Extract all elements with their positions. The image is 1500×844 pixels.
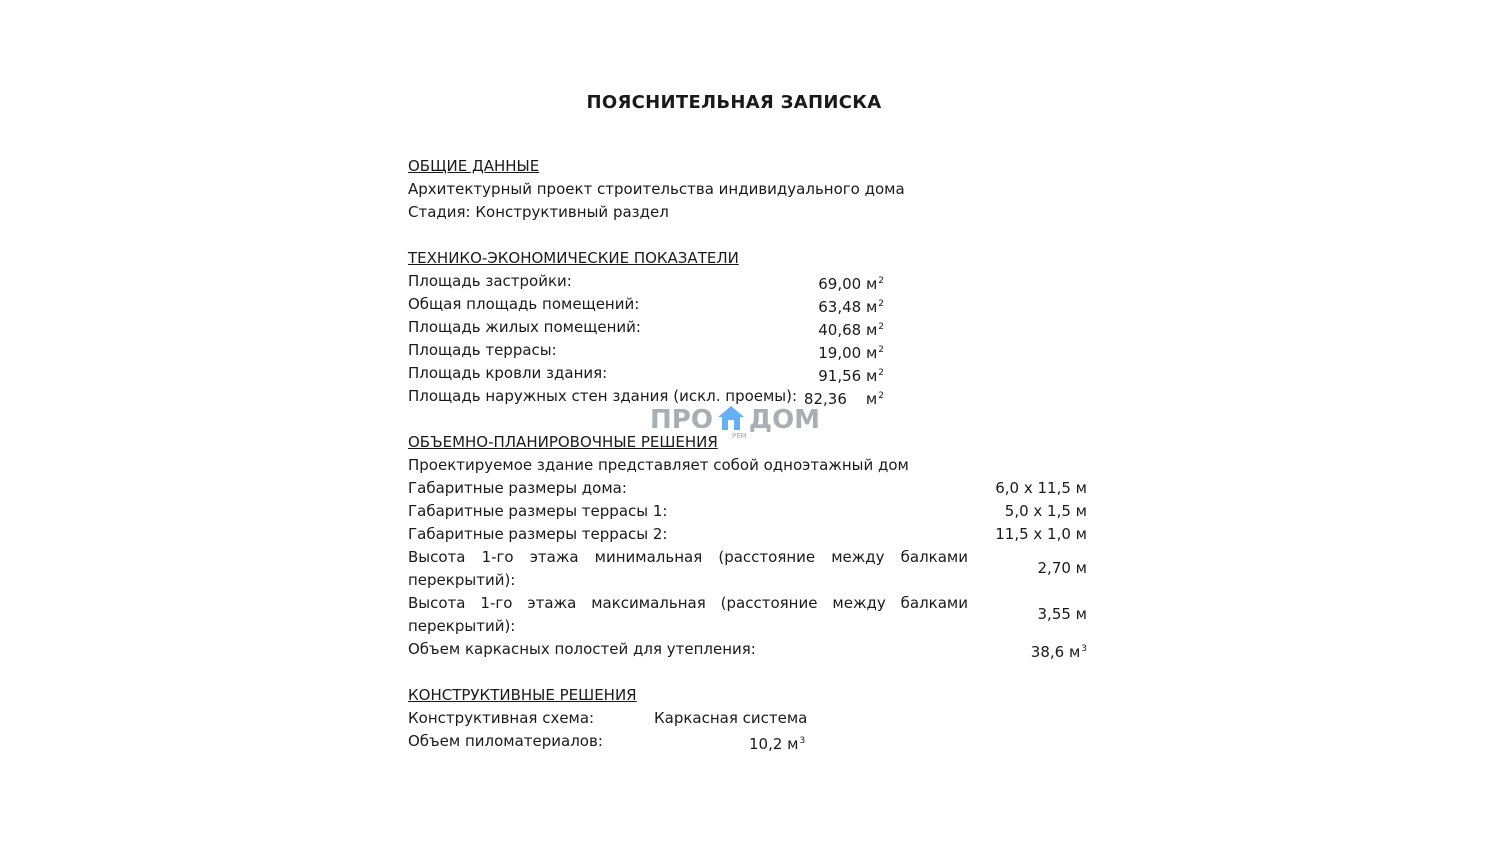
indicator-value: 91,56 $м^2$ [818, 367, 884, 385]
planning-row [408, 500, 1087, 523]
planning-row [408, 523, 1087, 546]
indicator-value: 82,36 $м^2$ [803, 390, 884, 408]
scheme-value: Каркасная система [654, 709, 808, 727]
planning-value: 5,0 х 1,5 м [1004, 502, 1087, 520]
indicators-heading: ТЕХНИКО-ЭКОНОМИЧЕСКИЕ ПОКАЗАТЕЛИ [408, 249, 739, 267]
lumber-label: Объем пиломатериалов: [408, 732, 603, 750]
indicator-label: Общая площадь помещений: [408, 295, 640, 313]
planning-label: Габаритные размеры террасы 1: [408, 502, 668, 520]
indicator-label: Площадь наружных стен здания (искл. проемы): [408, 387, 798, 405]
house-icon [717, 404, 745, 432]
indicator-value: 40,68 $м^2$ [818, 321, 884, 339]
indicator-row [408, 293, 884, 316]
watermark-right-text: ДОМ [748, 405, 821, 435]
watermark-left-text: ПРО [650, 405, 713, 435]
planning-label: Высота 1-го этажа минимальная (расстояние между балками перекрытий): [408, 548, 968, 589]
planning-intro: Проектируемое здание представляет собой одноэтажный дом [408, 456, 909, 474]
planning-section [408, 431, 1087, 661]
planning-value: 38,6 $м^3$ [1030, 643, 1087, 661]
general-line-stage: Стадия: Конструктивный раздел [408, 203, 669, 221]
planning-value: 3,55 м [1037, 605, 1087, 623]
planning-heading: ОБЪЕМНО-ПЛАНИРОВОЧНЫЕ РЕШЕНИЯ [408, 433, 718, 451]
indicators-section [408, 247, 884, 408]
planning-label: Габаритные размеры террасы 2: [408, 525, 668, 543]
indicator-value: 69,00 $м^2$ [818, 275, 884, 293]
indicator-row [408, 362, 884, 385]
planning-value: 6,0 х 11,5 м [995, 479, 1087, 497]
document-title: ПОЯСНИТЕЛЬНАЯ ЗАПИСКА [586, 92, 882, 113]
structural-section [408, 684, 808, 753]
indicator-label: Площадь жилых помещений: [408, 318, 641, 336]
planning-label: Высота 1-го этажа максимальная (расстояние между балками перекрытий): [408, 594, 968, 635]
planning-row [408, 546, 1087, 592]
general-line-project: Архитектурный проект строительства индивидуального дома [408, 180, 905, 198]
planning-row [408, 592, 1087, 638]
indicator-label: Площадь кровли здания: [408, 364, 608, 382]
planning-value: 11,5 х 1,0 м [995, 525, 1087, 543]
structural-row-lumber [408, 730, 806, 753]
general-heading: ОБЩИЕ ДАННЫЕ [408, 157, 540, 175]
indicator-label: Площадь застройки: [408, 272, 572, 290]
indicator-value: 63,48 $м^2$ [818, 298, 884, 316]
indicator-row [408, 316, 884, 339]
planning-label: Габаритные размеры дома: [408, 479, 627, 497]
watermark-sub-text: РЕМ [732, 432, 747, 440]
lumber-value: 10,2 $м^3$ [749, 735, 806, 753]
structural-row-scheme [408, 707, 808, 730]
general-section [408, 155, 905, 224]
structural-heading: КОНСТРУКТИВНЫЕ РЕШЕНИЯ [408, 686, 637, 704]
indicator-label: Площадь террасы: [408, 341, 557, 359]
indicator-row [408, 339, 884, 362]
planning-label: Объем каркасных полостей для утепления: [408, 640, 756, 658]
indicator-row [408, 270, 884, 293]
planning-row [408, 477, 1087, 500]
planning-row [408, 638, 1087, 661]
scheme-label: Конструктивная схема: [408, 709, 595, 727]
indicator-value: 19,00 $м^2$ [818, 344, 884, 362]
planning-value: 2,70 м [1037, 559, 1087, 577]
